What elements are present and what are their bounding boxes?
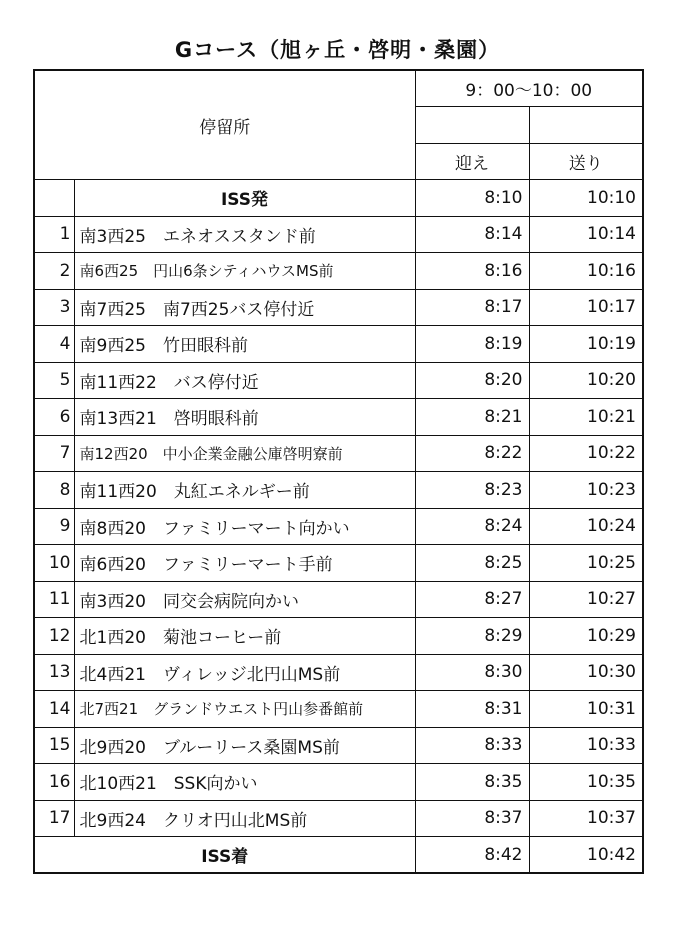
pickup-time: 8:17 (415, 289, 529, 326)
stop-number: 12 (34, 618, 74, 655)
stop-name: 南6西20 ファミリーマート手前 (74, 545, 415, 582)
stop-name: 南8西20 ファミリーマート向かい (74, 508, 415, 545)
stop-number: 10 (34, 545, 74, 582)
stop-row (34, 362, 643, 399)
end-dropoff-time: 10:42 (529, 837, 643, 874)
pickup-time: 8:29 (415, 618, 529, 655)
pickup-time: 8:21 (415, 399, 529, 436)
stop-row (34, 727, 643, 764)
start-name: ISS発 (74, 180, 415, 217)
stop-number: 3 (34, 289, 74, 326)
stop-number: 6 (34, 399, 74, 436)
blank-header-cell (415, 107, 529, 144)
stop-row (34, 691, 643, 728)
stop-row (34, 399, 643, 436)
stop-row (34, 253, 643, 290)
stop-row (34, 800, 643, 837)
stop-row (34, 216, 643, 253)
stop-row (34, 326, 643, 363)
pickup-time: 8:24 (415, 508, 529, 545)
time-range-header: 9：00～10：00 (415, 70, 643, 107)
stop-name: 北9西20 ブルーリース桑園MS前 (74, 727, 415, 764)
pickup-time: 8:22 (415, 435, 529, 472)
dropoff-time: 10:16 (529, 253, 643, 290)
dropoff-time: 10:27 (529, 581, 643, 618)
stop-number: 9 (34, 508, 74, 545)
dropoff-time: 10:14 (529, 216, 643, 253)
stop-number: 8 (34, 472, 74, 509)
stop-row (34, 545, 643, 582)
stop-name: 南7西25 南7西25バス停付近 (74, 289, 415, 326)
stop-name: 南3西25 エネオススタンド前 (74, 216, 415, 253)
stop-number: 16 (34, 764, 74, 801)
pickup-time: 8:25 (415, 545, 529, 582)
pickup-time: 8:27 (415, 581, 529, 618)
stop-number: 1 (34, 216, 74, 253)
pickup-time: 8:23 (415, 472, 529, 509)
stop-name: 北7西21 グランドウエスト円山参番館前 (74, 691, 415, 728)
dropoff-time: 10:21 (529, 399, 643, 436)
stop-header: 停留所 (34, 70, 415, 180)
dropoff-time: 10:30 (529, 654, 643, 691)
pickup-time: 8:30 (415, 654, 529, 691)
stop-name: 南3西20 同交会病院向かい (74, 581, 415, 618)
stop-row (34, 508, 643, 545)
dropoff-header: 送り (529, 143, 643, 180)
dropoff-time: 10:24 (529, 508, 643, 545)
dropoff-time: 10:22 (529, 435, 643, 472)
stop-row (34, 618, 643, 655)
dropoff-time: 10:37 (529, 800, 643, 837)
page-title: Gコース（旭ヶ丘・啓明・桑園） (174, 38, 501, 62)
stop-name: 南13西21 啓明眼科前 (74, 399, 415, 436)
start-blank-cell (34, 180, 74, 217)
stop-row (34, 435, 643, 472)
dropoff-time: 10:35 (529, 764, 643, 801)
stop-row (34, 289, 643, 326)
stop-name: 南6西25 円山6条シティハウスMS前 (74, 253, 415, 290)
stop-number: 13 (34, 654, 74, 691)
pickup-time: 8:35 (415, 764, 529, 801)
stop-row (34, 472, 643, 509)
stop-row (34, 764, 643, 801)
pickup-time: 8:37 (415, 800, 529, 837)
dropoff-time: 10:31 (529, 691, 643, 728)
stop-name: 北4西21 ヴィレッジ北円山MS前 (74, 654, 415, 691)
stop-number: 17 (34, 800, 74, 837)
end-row (34, 837, 643, 874)
start-dropoff-time: 10:10 (529, 180, 643, 217)
stop-number: 5 (34, 362, 74, 399)
stop-name: 北10西21 SSK向かい (74, 764, 415, 801)
start-row (34, 180, 643, 217)
stop-name: 南11西20 丸紅エネルギー前 (74, 472, 415, 509)
stop-row (34, 581, 643, 618)
pickup-header: 迎え (415, 143, 529, 180)
stop-name: 南11西22 バス停付近 (74, 362, 415, 399)
stop-name: 北9西24 クリオ円山北MS前 (74, 800, 415, 837)
dropoff-time: 10:19 (529, 326, 643, 363)
stop-number: 14 (34, 691, 74, 728)
stop-number: 11 (34, 581, 74, 618)
bus-schedule-table (33, 69, 644, 874)
header-row-1 (34, 70, 643, 107)
dropoff-time: 10:17 (529, 289, 643, 326)
stop-name: 南12西20 中小企業金融公庫啓明寮前 (74, 435, 415, 472)
pickup-time: 8:20 (415, 362, 529, 399)
blank-header-cell (529, 107, 643, 144)
start-pickup-time: 8:10 (415, 180, 529, 217)
pickup-time: 8:19 (415, 326, 529, 363)
stop-name: 南9西25 竹田眼科前 (74, 326, 415, 363)
pickup-time: 8:16 (415, 253, 529, 290)
dropoff-time: 10:25 (529, 545, 643, 582)
end-pickup-time: 8:42 (415, 837, 529, 874)
stop-number: 15 (34, 727, 74, 764)
dropoff-time: 10:33 (529, 727, 643, 764)
stop-row (34, 654, 643, 691)
stop-number: 2 (34, 253, 74, 290)
stop-number: 4 (34, 326, 74, 363)
stop-name: 北1西20 菊池コーヒー前 (74, 618, 415, 655)
dropoff-time: 10:20 (529, 362, 643, 399)
dropoff-time: 10:29 (529, 618, 643, 655)
pickup-time: 8:14 (415, 216, 529, 253)
pickup-time: 8:33 (415, 727, 529, 764)
stop-number: 7 (34, 435, 74, 472)
end-name: ISS着 (34, 837, 415, 874)
dropoff-time: 10:23 (529, 472, 643, 509)
pickup-time: 8:31 (415, 691, 529, 728)
